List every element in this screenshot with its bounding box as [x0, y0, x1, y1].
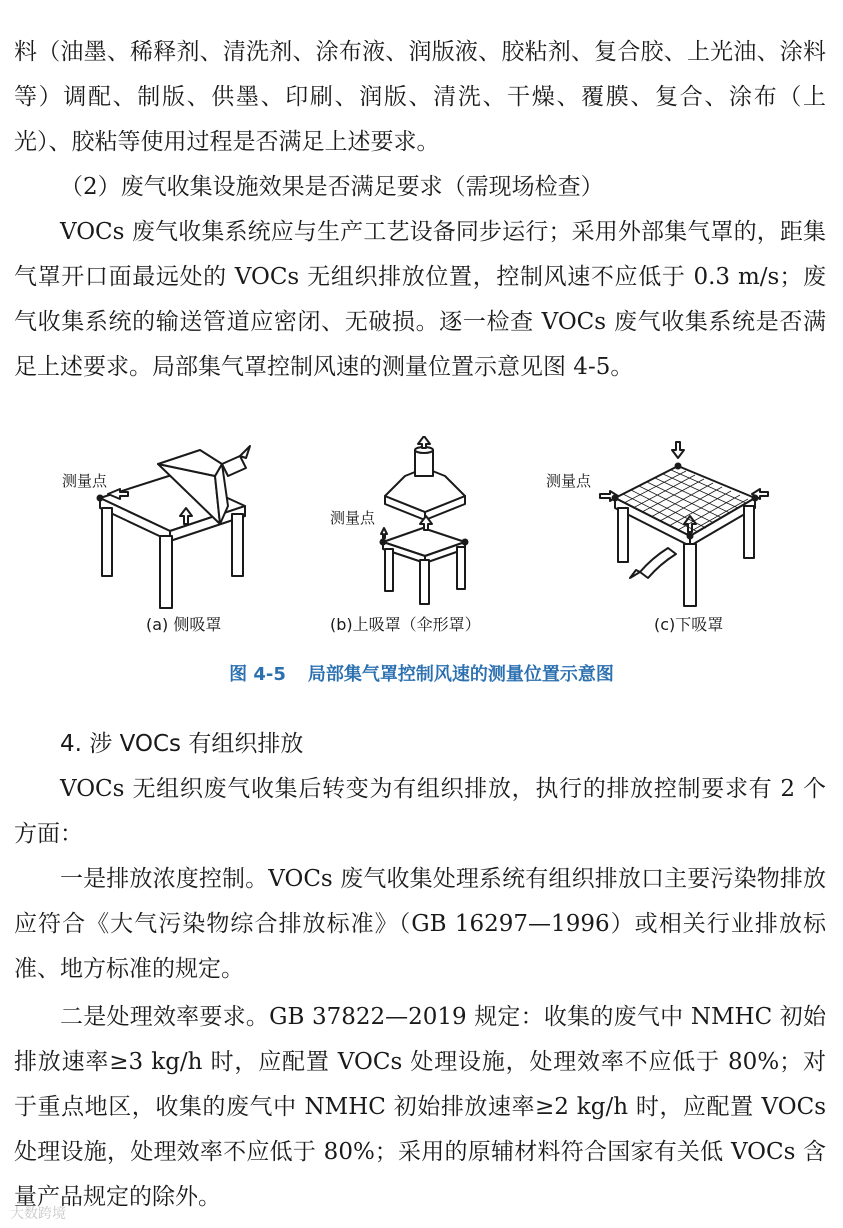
measure-point-label-b: 测量点 [330, 509, 376, 527]
subcaption-c: (c)下吸罩 [654, 615, 724, 634]
figure-number: 图 4-5 [229, 664, 286, 685]
bottom-hood-illustration [600, 442, 768, 606]
measure-point-b1 [380, 539, 387, 546]
measure-point-label-a: 测量点 [62, 472, 108, 490]
measure-point-b2 [462, 539, 469, 546]
subheading-collection-effect: （2）废气收集设施效果是否满足要求（需现场检查） [60, 174, 604, 200]
measure-point-c3 [752, 495, 759, 502]
paragraph-materials: 料（油墨、稀释剂、清洗剂、涂布液、润版液、胶粘剂、复合胶、上光油、涂料等）调配、制版、供墨、印刷、润版、清洗、干燥、覆膜、复合、涂布（上光）、胶粘等使用过程是否满足上述要求。 [14, 39, 826, 155]
measure-point-c4 [687, 533, 694, 540]
measure-point-c1 [612, 495, 619, 502]
side-hood-illustration [100, 446, 250, 608]
watermark-text: 大数跨境 [10, 1206, 66, 1222]
paragraph-efficiency-requirement: 二是处理效率要求。GB 37822—2019 规定：收集的废气中 NMHC 初始排放速率≥3 kg/h 时，应配置 VOCs 处理设施，处理效率不应低于 80%；对于重点地区，收集的废气中 NMHC 初始排放速率≥2 kg/h 时，应配置 VOCs 处理设施，处理效率不应低于 80%；采用的原辅材料符合国家有关低 VOCs 含量产品规定的除外。 [14, 1004, 826, 1210]
top-hood-illustration [381, 436, 465, 604]
paragraph-collection-system: VOCs 废气收集系统应与生产工艺设备同步运行；采用外部集气罩的，距集气罩开口面最远处的 VOCs 无组织排放位置，控制风速不应低于 0.3 m/s；废气收集系统的输送管道应密闭、无破损。逐一检查 VOCs 废气收集系统是否满足上述要求。局部集气罩控制风速的测量位置示意见图 4-5。 [14, 219, 826, 380]
figure-caption [0, 660, 843, 690]
measure-point-c2 [675, 463, 682, 470]
figure-title: 局部集气罩控制风速的测量位置示意图 [307, 664, 614, 685]
section-heading-4: 4. 涉 VOCs 有组织排放 [60, 731, 304, 757]
measure-point-a [97, 495, 104, 502]
subcaption-b: (b)上吸罩（伞形罩） [330, 615, 481, 634]
paragraph-concentration-control: 一是排放浓度控制。VOCs 废气收集处理系统有组织排放口主要污染物排放应符合《大气污染物综合排放标准》（GB 16297—1996）或相关行业排放标准、地方标准的规定。 [14, 866, 826, 982]
paragraph-organized-emission: VOCs 无组织废气收集后转变为有组织排放，执行的排放控制要求有 2 个方面： [14, 776, 826, 847]
measure-point-label-c: 测量点 [546, 472, 592, 490]
subcaption-a: (a) 侧吸罩 [146, 615, 222, 634]
figure-hood-measurement [40, 436, 820, 646]
hood-diagram [40, 436, 820, 646]
